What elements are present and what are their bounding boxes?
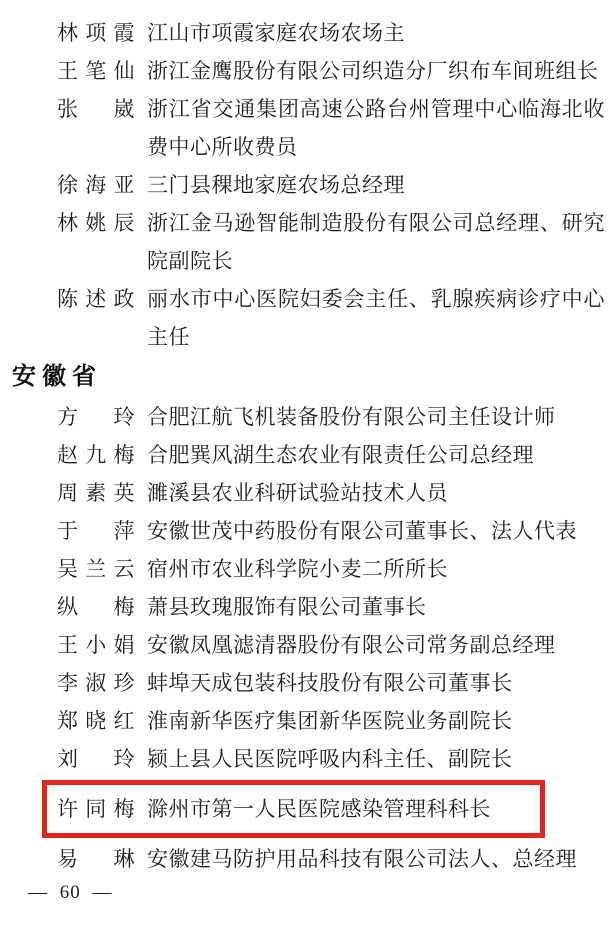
honoree-entry	[57, 474, 605, 512]
honoree-position: 合肥巽风湖生态农业有限责任公司总经理	[147, 443, 534, 467]
honoree-entry	[57, 436, 605, 474]
honoree-position: 合肥江航飞机装备股份有限公司主任设计师	[147, 405, 556, 429]
honoree-position: 宿州市农业科学院小麦二所所长	[147, 557, 448, 581]
honoree-position: 浙江省交通集团高速公路台州管理中心临海北收费中心所收费员	[147, 97, 605, 159]
honoree-position: 浙江金鹰股份有限公司织造分厂织布车间班组长	[147, 59, 599, 83]
honoree-entry	[57, 740, 605, 778]
honoree-name: 郑晓红	[57, 709, 135, 733]
honoree-position: 淮南新华医疗集团新华医院业务副院长	[147, 709, 513, 733]
honoree-name: 易琳	[57, 847, 135, 871]
honoree-position: 安徽世茂中药股份有限公司董事长、法人代表	[147, 519, 577, 543]
honoree-entry	[57, 204, 605, 280]
honoree-entry	[57, 398, 605, 436]
honoree-position: 浙江金马逊智能制造股份有限公司总经理、研究院副院长	[147, 211, 605, 273]
honoree-name: 王小娟	[57, 633, 135, 657]
honoree-name: 方玲	[57, 405, 135, 429]
honoree-position: 丽水市中心医院妇委会主任、乳腺疾病诊疗中心主任	[147, 287, 605, 349]
honoree-position: 蚌埠天成包装科技股份有限公司董事长	[147, 671, 513, 695]
honoree-name: 于萍	[57, 519, 135, 543]
honoree-position: 滁州市第一人民医院感染管理科科长	[147, 797, 491, 821]
province-section	[57, 14, 605, 356]
honoree-entry-highlighted	[42, 780, 545, 838]
province-heading: 安徽省	[12, 363, 102, 390]
honoree-entry	[57, 280, 605, 356]
honoree-position: 三门县稞地家庭农场总经理	[147, 173, 405, 197]
honoree-name: 吴兰云	[57, 557, 135, 581]
honoree-name: 周素英	[57, 481, 135, 505]
honoree-position: 濉溪县农业科研试验站技术人员	[147, 481, 448, 505]
honoree-name: 王笔仙	[57, 59, 135, 83]
honoree-position: 安徽建马防护用品科技有限公司法人、总经理	[147, 847, 577, 871]
honoree-name: 纵梅	[57, 595, 135, 619]
page-number: — 60 —	[28, 882, 113, 903]
honoree-entry	[57, 166, 605, 204]
honoree-name: 林姚辰	[57, 211, 135, 235]
honoree-entry	[57, 550, 605, 588]
honoree-entry	[57, 588, 605, 626]
honoree-name: 赵九梅	[57, 443, 135, 467]
honoree-name: 许同梅	[57, 797, 135, 821]
honoree-position: 萧县玫瑰服饰有限公司董事长	[147, 595, 427, 619]
honoree-name: 李淑珍	[57, 671, 135, 695]
honoree-entry	[57, 664, 605, 702]
honoree-name: 刘玲	[57, 747, 135, 771]
section-entries	[57, 398, 605, 878]
honoree-entry	[57, 840, 605, 878]
honoree-position: 安徽凤凰滤清器股份有限公司常务副总经理	[147, 633, 556, 657]
province-section	[12, 356, 605, 878]
honoree-name: 林项霞	[57, 21, 135, 45]
honoree-entry	[57, 702, 605, 740]
honoree-entry	[57, 512, 605, 550]
honoree-entry	[57, 14, 605, 52]
honoree-name: 张崴	[57, 97, 135, 121]
honoree-entry	[57, 90, 605, 166]
section-entries	[57, 14, 605, 356]
honoree-entry	[57, 626, 605, 664]
honoree-entry	[57, 52, 605, 90]
honoree-name: 徐海亚	[57, 173, 135, 197]
honoree-name: 陈述政	[57, 287, 135, 311]
honoree-position: 颍上县人民医院呼吸内科主任、副院长	[147, 747, 513, 771]
honoree-position: 江山市项霞家庭农场农场主	[147, 21, 405, 45]
